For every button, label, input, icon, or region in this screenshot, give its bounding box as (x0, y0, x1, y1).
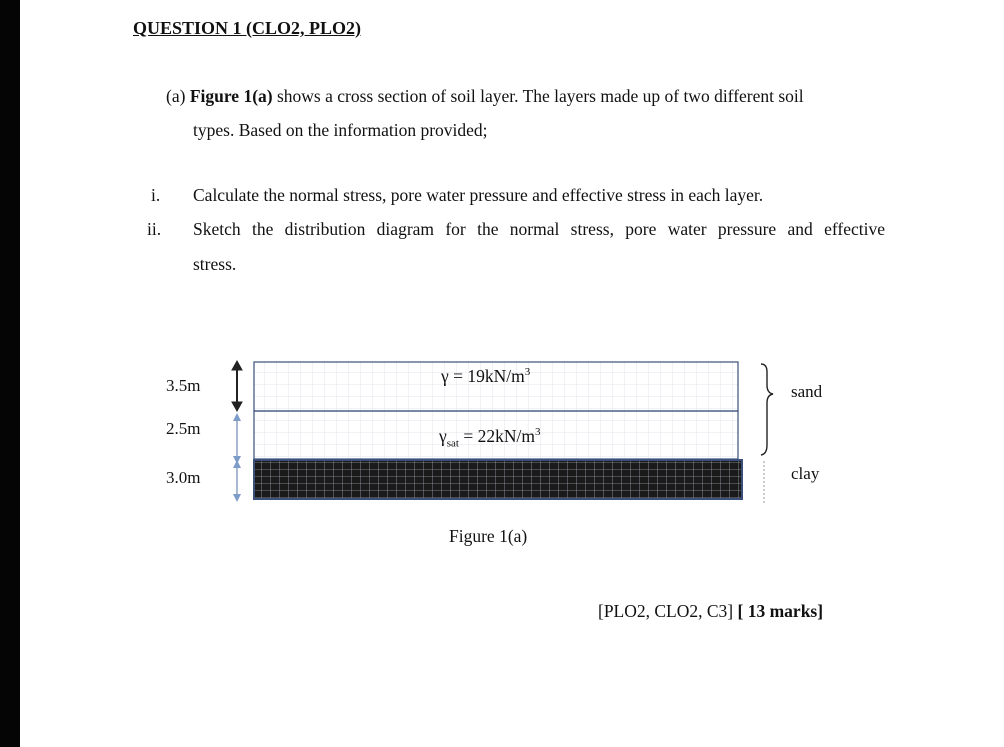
sand-label: sand (791, 382, 823, 401)
item-ii-text-line2: stress. (193, 254, 237, 274)
marks-value: [ 13 marks] (737, 601, 824, 621)
dimension-arrows (232, 361, 242, 502)
item-ii-text-line1: Sketch the distribution diagram for the normal stress, pore water pressure and effective (193, 219, 885, 239)
sand-brace (761, 364, 773, 455)
depth-label-clay: 3.0m (166, 468, 201, 487)
figure-reference: Figure 1(a) (189, 86, 273, 106)
part-a-text-line2: types. Based on the information provided; (193, 120, 488, 140)
part-a-label: (a) (166, 86, 186, 106)
outcome-codes: [PLO2, CLO2, C3] (598, 601, 734, 621)
unit-weight-label: $\gamma = 19kN/m^3$ (441, 366, 531, 386)
marks-line (598, 601, 823, 622)
clay-layer (254, 460, 742, 499)
figure-caption: Figure 1(a) (449, 526, 528, 546)
item-i-number: i. (151, 185, 161, 205)
depth-label-sand-top: 3.5m (166, 376, 201, 395)
saturated-unit-weight-label: $\gamma_{sat} = 22kN/m^3$ (439, 426, 541, 450)
item-ii-number: ii. (147, 219, 162, 239)
part-a-text-line1: shows a cross section of soil layer. The layers made up of two different soil (276, 86, 804, 106)
question-heading: QUESTION 1 (CLO2, PLO2) (133, 18, 362, 38)
clay-label: clay (791, 464, 820, 483)
depth-label-sand-bottom: 2.5m (166, 419, 201, 438)
item-i-text: Calculate the normal stress, pore water pressure and effective stress in each layer. (193, 185, 764, 205)
